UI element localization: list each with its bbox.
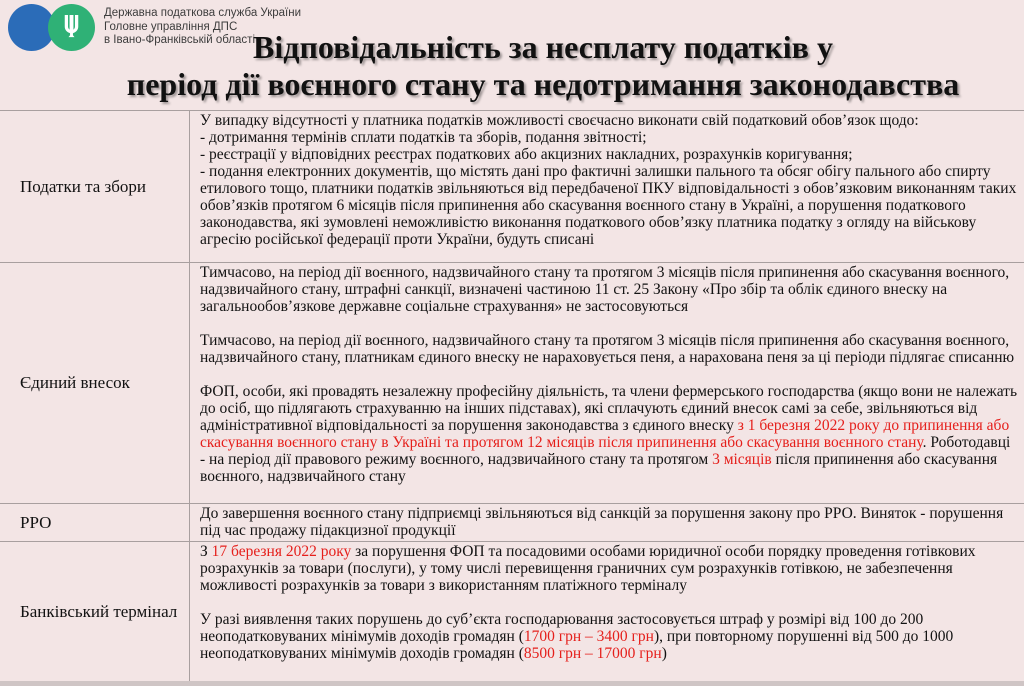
body-text: за порушення ФОП та посадовими особами юридичної особи порядку проведення готівкових розрахунків за товари (послуги), у тому числі перевищення граничних сум розрахунків готівкою, не забезпечення можливості розрахунків за товари з використанням платіжного терміналу — [200, 543, 976, 594]
body-text: Тимчасово, на період дії воєнного, надзвичайного стану та протягом 3 місяців після припинення або скасування воєнного, надзвичайного стану, платникам єдиного внеску не нараховується пеня, а нарахована пеня за ці періоди підлягає списанню — [200, 332, 1015, 366]
body-text: після припинення або скасування воєнного, надзвичайного стану — [200, 451, 998, 485]
table-row-single-contribution — [0, 262, 1024, 503]
title-line-1: Відповідальність за несплату податків у — [253, 29, 833, 65]
body-text: З — [200, 543, 212, 560]
table-row-bank-terminal — [0, 541, 1024, 681]
paragraph — [200, 611, 1018, 662]
body-text: ), при повторному порушенні від 500 до 1000 неоподатковуваних мінімумів доходів громадян ( — [200, 628, 954, 662]
green-circle-icon — [48, 4, 95, 51]
trident-icon — [61, 14, 82, 41]
highlighted-text: 17 березня 2022 року — [211, 543, 352, 560]
row-content-rro — [190, 504, 1024, 541]
paragraph — [200, 146, 1018, 163]
row-label-bank-terminal: Банківський термінал — [0, 542, 190, 681]
table-row-taxes — [0, 110, 1024, 262]
org-line-3: в Івано-Франківській області — [104, 34, 255, 46]
row-label-single-contribution: Єдиний внесок — [0, 263, 190, 503]
body-text: До завершення воєнного стану підприємці звільняються від санкцій за порушення закону про РРО. Виняток - порушення під час продажу підакцизної продукції — [200, 505, 1004, 539]
paragraph — [200, 129, 1018, 146]
body-text: У випадку відсутності у платника податків можливості своєчасно виконати свій податковий обов’язок щодо: — [200, 112, 919, 129]
paragraph — [200, 505, 1018, 539]
title-line-2: період дії воєнного стану та недотримання законодавства — [126, 66, 960, 102]
paragraph — [200, 112, 1018, 129]
paragraph — [200, 543, 1018, 594]
body-text: ФОП, особи, які провадять незалежну професійну діяльність, та члени фермерського господарства (якщо вони не належать до осіб, що підлягають страхуванню на інших підставах), які сплачують єдиний внесок самі за себе, звільняються від адміністративної відповідальності за порушення законодавства з єдиного внеску — [200, 383, 1018, 434]
body-text: ) — [661, 645, 667, 662]
org-line-1: Державна податкова служба України — [104, 7, 301, 19]
highlighted-text: з 1 березня 2022 року до припинення або скасування воєнного стану в Україні та протягом 12 місяців після припинення або скасування воєнного стану — [200, 417, 1010, 451]
body-text: - реєстрації у відповідних реєстрах податкових або акцизних накладних, розрахунків коригування; — [200, 146, 853, 163]
page-title — [70, 29, 1016, 103]
bottom-edge-strip — [0, 681, 1024, 686]
org-line-2: Головне управління ДПС — [104, 20, 238, 33]
row-content-bank-terminal — [190, 542, 1024, 681]
page-header — [0, 0, 1024, 110]
body-text: - подання електронних документів, що містять дані про фактичні залишки пального та обсяг обігу пального або спирту етилового тощо, платники податків звільняються від передбаченої ПКУ відповідальності з обов’язковим виконанням таких обов’язків протягом 6 місяців після припинення або скасування воєнного стану в Україні, а порушення податкового законодавства, які зумовлені неможливістю виконання податкового обов’язку платника податку з огляду на військову агресію російської федерації проти України, будуть списані — [200, 163, 1017, 248]
row-label-rro: РРО — [0, 504, 190, 541]
highlighted-text: 3 місяців — [712, 451, 772, 468]
paragraph — [200, 264, 1018, 315]
table-row-rro — [0, 503, 1024, 541]
highlighted-text: 8500 грн – 17000 грн — [523, 645, 662, 662]
body-text: - дотримання термінів сплати податків та зборів, подання звітності; — [200, 129, 647, 146]
body-text: У разі виявлення таких порушень до суб’єкта господарювання застосовується штраф у розмірі від 100 до 200 неоподатковуваних мінімумів доходів громадян ( — [200, 611, 924, 645]
row-content-taxes — [190, 111, 1024, 262]
row-content-single-contribution — [190, 263, 1024, 503]
responsibility-table — [0, 110, 1024, 681]
paragraph — [200, 163, 1018, 248]
body-text: Тимчасово, на період дії воєнного, надзвичайного стану та протягом 3 місяців після припинення або скасування воєнного, надзвичайного стану, штрафні санкції, визначені частиною 11 ст. 25 Закону «Про збір та облік єдиного внеску на загальнообов’язкове державне соціальне страхування» не застосовуються — [200, 264, 1010, 315]
body-text: . Роботодавці - на період дії правового режиму воєнного, надзвичайного стану та протягом — [200, 434, 1011, 468]
row-label-taxes: Податки та збори — [0, 111, 190, 262]
highlighted-text: 1700 грн – 3400 грн — [523, 628, 654, 645]
paragraph — [200, 332, 1018, 366]
paragraph — [200, 383, 1018, 485]
